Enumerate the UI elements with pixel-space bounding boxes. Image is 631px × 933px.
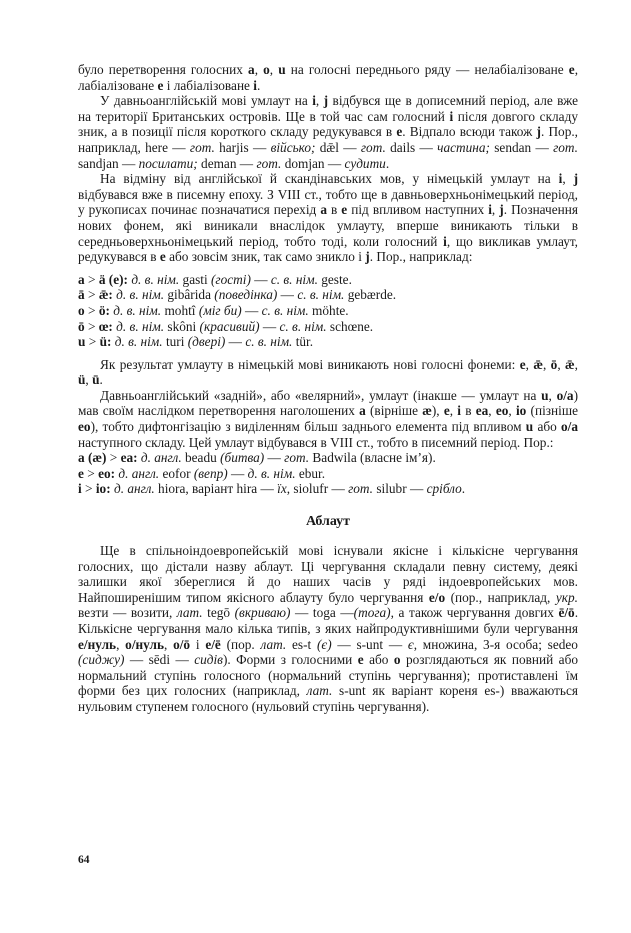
paragraph-back-umlaut: Давньоанглійський «задній», або «велярний», умлаут (інакше — умлаут на u, o/a) мав своїм наслідком перетворення наголошених а (вірніше æ), е, і в ea, eo, io (пізніше eo), тобто дифтонгізацію з виділенням більш заднього елемента під впливом u або o/a наступного складу. Цей умлаут відбувався в VIII ст., тобто в писемний період. Пор.:: [78, 387, 579, 450]
example-line: u > ü: д. в. нім. turi (двері) — с. в. нім. tür.: [78, 334, 314, 350]
paragraph-ablaut: Ще в спільноіндоевропейській мові існували якісне і кількісне чергування голосних, що дістали назву аблаут. Ці чергування складали певну систему, деякі залишки якої збереглися й до наших часів у ряді індоевропейських мов. Найпоширенішим типом якісного аблауту було чергування е/о (пор., наприклад, укр. везти — возити, лат. tegō (вкриваю) — toga —(тога), а також чергування довгих ē/ō. Кількісне чергування мало кілька типів, з яких найпродуктивнішими були чергування е/нуль, о/нуль, о/ō і е/ē (пор. лат. es-t (є) — s-unt — є, множина, 3-я особа; sedeo (сиджу) — sēdi — сидів). Форми з голосними е або о розглядаються як повний або нормальний ступінь голосного (нормальний ступінь чергування); протиставлені їм форми без цих голосних (наприклад, лат. s-unt як варіант кореня es-) вважаються нульовим ступенем голосного (нульовий ступінь чергування).: [78, 543, 579, 714]
examples-german: [78, 272, 578, 350]
page-number: 64: [78, 854, 90, 866]
paragraph-umlaut-result: Як результат умлауту в німецькій мові виникають нові голосні фонеми: е, ǣ, ō, ǣ, ü, ū.: [78, 356, 578, 388]
example-line: o > ö: д. в. нім. mohtî (міг би) — с. в. нім. möhte.: [78, 302, 349, 318]
example-line: a > ä (e): д. в. нім. gasti (гості) — с. в. нім. geste.: [78, 271, 352, 287]
paragraph-german-umlaut: На відміну від англійської й скандінавських мов, у німецькій умлаут на і, j відбувався вже в писемну епоху. З VIII ст., тобто ще в давньоверхньонімецький період, у рукописах починає позначатися перехід а в е під впливом наступних і, j. Позначення нових фонем, які виникали внаслідок умлауту, вперше виникають тільки в середньоверхньонімецький період, тобто тоді, коли голосний і, що викликав умлаут, редукувався в е або зовсім зник, так само зникло і j. Пор., наприклад:: [78, 171, 578, 265]
example-line: ō > œ: д. в. нім. skôni (красивий) — с. в. нім. schœne.: [78, 318, 374, 334]
page-text: [78, 62, 578, 715]
section-heading: Аблаут: [305, 514, 351, 530]
example-line: ā > ǣ: д. в. нім. gibârida (поведінка) — с. в. нім. gebærde.: [78, 287, 397, 303]
examples-old-english: [78, 450, 578, 497]
example-line: e > eo: д. англ. eofor (вепр) — д. в. нім. ebur.: [78, 465, 326, 481]
example-line: i > io: д. англ. hiora, варіант hira — їх, siolufr — гот. silubr — срібло.: [78, 481, 466, 497]
example-line: a (æ) > ea: д. англ. beadu (битва) — гот. Badwila (власне ім’я).: [78, 450, 436, 466]
paragraph-old-english-umlaut: У давньоанглійській мові умлаут на і, j відбувся ще в дописемний період, але вже на території Британських островів. Ще в той час сам голосний і після довгого складу зник, а в позиції після короткого складу редукувався в е. Відпало всюди також j. Пор., наприклад, here — гот. harjis — військо; dǣl — гот. dails — частина; sendan — гот. sandjan — посилати; deman — гот. domjan — судити.: [78, 93, 578, 171]
paragraph-intro: було перетворення голосних а, о, u на голосні переднього ряду — нелабіалізоване е, лабіалізоване е і лабіалізоване і.: [78, 62, 579, 93]
